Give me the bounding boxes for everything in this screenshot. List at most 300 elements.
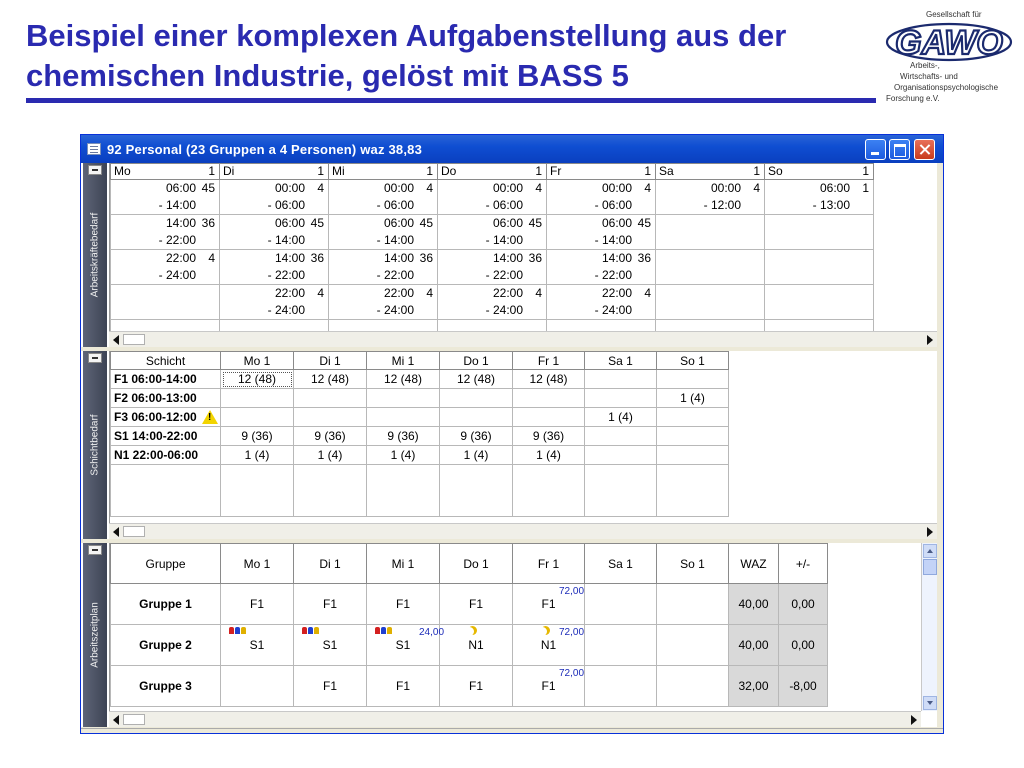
shift-demand-cell[interactable] [585,370,657,389]
demand-start-time: 00:00 [710,181,741,195]
demand-end-time: - 14:00 [158,198,196,212]
demand-end-cell[interactable] [765,197,874,215]
day-header-week: 1 [317,164,324,178]
demand-count: 4 [426,286,433,300]
demand-start-cell[interactable] [329,215,438,233]
scroll-thumb[interactable] [123,714,145,725]
scroll-down-icon[interactable] [923,696,937,710]
moon-icon [468,626,477,635]
demand-start-cell[interactable] [438,215,547,233]
schedule-cell[interactable] [440,625,513,666]
shift-demand-cell[interactable] [221,408,294,427]
day-header[interactable] [547,164,656,180]
demand-start-cell[interactable] [438,250,547,268]
shift-demand-cell[interactable]: 9 (36) [440,427,513,446]
staff-demand-label: Arbeitskräftebedarf [89,212,101,298]
demand-end-cell[interactable] [656,232,765,250]
demand-start-time: 00:00 [492,181,523,195]
close-button[interactable] [914,139,935,160]
slide-title-line-1: Beispiel einer komplexen Aufgabenstellung aus der [26,18,787,53]
day-header-label: Di [223,164,235,178]
person-icon [235,627,240,634]
demand-end-cell[interactable] [111,302,220,320]
day-header[interactable] [111,164,220,180]
demand-start-cell[interactable] [329,180,438,198]
day-header[interactable]: So 1 [657,352,729,370]
demand-start-time: 00:00 [383,181,414,195]
shift-demand-cell[interactable] [221,389,294,408]
schedule-cell[interactable] [221,625,294,666]
empty-cell[interactable] [294,465,367,517]
shift-name-label: F1 06:00-14:00 [114,372,197,386]
day-header[interactable]: Fr 1 [513,544,585,584]
schedule-shift: F1 [395,597,410,611]
shift-demand-cell[interactable]: 12 (48) [440,370,513,389]
demand-end-time: - 22:00 [485,268,523,282]
day-header[interactable] [329,164,438,180]
staff-demand-grid [109,163,937,331]
demand-end-time: - 14:00 [594,233,632,247]
demand-end-cell[interactable] [547,302,656,320]
shift-demand-pane [81,351,937,539]
demand-start-cell[interactable] [547,250,656,268]
day-header-label: So [768,164,783,178]
demand-end-cell[interactable] [220,232,329,250]
demand-start-time: 14:00 [601,251,632,265]
demand-end-cell[interactable] [765,267,874,285]
window-titlebar[interactable] [81,135,943,163]
shift-name[interactable] [111,389,221,408]
shift-demand-cell[interactable] [657,408,729,427]
demand-start-cell[interactable] [111,250,220,268]
staff-demand-hscrollbar[interactable] [109,331,937,347]
demand-start-cell[interactable] [220,180,329,198]
maximize-button[interactable] [889,139,910,160]
demand-start-time: 06:00 [165,181,196,195]
shift-demand-cell[interactable] [294,389,367,408]
schedule-shift: F1 [468,597,483,611]
schedule-shift: S1 [322,638,338,652]
demand-start-time: 06:00 [819,181,850,195]
demand-end-cell[interactable] [765,302,874,320]
schedule-shift: N1 [540,638,557,652]
demand-row-start [111,250,874,268]
demand-start-cell[interactable] [329,250,438,268]
demand-start-time: 22:00 [601,286,632,300]
logo-wordmark-text: GAWO [895,24,1003,62]
demand-end-time: - 24:00 [376,303,414,317]
group-name[interactable]: Gruppe 1 [111,584,221,625]
shift-row [111,370,729,389]
shift-demand-cell[interactable] [513,408,585,427]
demand-count: 4 [317,286,324,300]
demand-count: 45 [419,216,433,230]
day-header[interactable]: So 1 [657,544,729,584]
day-header[interactable] [438,164,547,180]
demand-start-cell[interactable] [656,285,765,303]
demand-end-cell[interactable] [438,302,547,320]
work-schedule-pane [81,543,937,727]
shift-row [111,408,729,427]
schedule-shift: F1 [322,679,337,693]
demand-start-time: 14:00 [165,216,196,230]
group-row [111,584,828,625]
person-icon [314,627,319,634]
group-row [111,666,828,707]
day-header[interactable]: Do 1 [440,544,513,584]
window-title: 92 Personal (23 Gruppen a 4 Personen) waz 38,83 [107,142,423,157]
scroll-right-icon[interactable] [927,335,933,345]
scroll-thumb[interactable] [123,526,145,537]
group-name[interactable]: Gruppe 2 [111,625,221,666]
demand-end-time: - 22:00 [158,233,196,247]
shift-demand-cell[interactable] [585,427,657,446]
demand-end-cell[interactable] [438,267,547,285]
schedule-shift: S1 [249,638,265,652]
person-icon [381,627,386,634]
scroll-up-icon[interactable] [923,544,937,558]
scroll-right-icon[interactable] [927,527,933,537]
scroll-right-icon[interactable] [911,715,917,725]
shift-demand-cell[interactable]: 1 (4) [657,389,729,408]
day-header[interactable] [765,164,874,180]
demand-row-start [111,180,874,198]
logo-top-text: Gesellschaft für [926,10,982,19]
demand-start-cell[interactable] [111,215,220,233]
shift-demand-cell[interactable] [585,446,657,465]
waz-header: WAZ [729,544,779,584]
schedule-cell[interactable] [294,666,367,707]
demand-start-cell[interactable] [111,180,220,198]
schedule-shift: N1 [468,638,484,652]
demand-start-cell[interactable] [547,180,656,198]
demand-start-cell[interactable] [765,215,874,233]
schedule-cell[interactable] [585,666,657,707]
shift-demand-header-row [111,352,729,370]
demand-start-time: 14:00 [274,251,305,265]
shift-demand-cell[interactable]: 1 (4) [585,408,657,427]
shift-demand-label: Schichtbedarf [89,414,101,476]
group-column-header: Gruppe [111,544,221,584]
demand-end-time: - 22:00 [376,268,414,282]
shift-name-label: F3 06:00-12:00 [114,410,197,424]
day-header[interactable]: Mo 1 [221,352,294,370]
day-header[interactable]: Do 1 [440,352,513,370]
demand-end-time: - 24:00 [158,268,196,282]
schedule-cell[interactable] [294,584,367,625]
schedule-cell[interactable] [367,625,445,666]
staff-demand-pane [81,163,937,347]
staff-demand-sidebar [83,163,107,347]
schedule-cell[interactable] [657,584,729,625]
shift-demand-cell[interactable] [440,408,513,427]
empty-cell[interactable] [221,465,294,517]
day-header-label: Mo [114,164,131,178]
day-header-week: 1 [535,164,542,178]
shift-row [111,446,729,465]
empty-cell[interactable] [440,465,513,517]
shift-demand-cell[interactable]: 1 (4) [294,446,367,465]
demand-end-cell[interactable] [220,267,329,285]
schedule-cell[interactable] [367,584,440,625]
shift-demand-cell[interactable] [513,389,585,408]
work-schedule-hscrollbar[interactable] [109,711,921,727]
collapse-icon[interactable] [88,545,102,555]
shift-demand-cell[interactable]: 12 (48) [294,370,367,389]
schedule-shift: F1 [322,597,337,611]
shift-column-header: Schicht [111,352,221,370]
person-icon [241,627,246,634]
scroll-thumb[interactable] [123,334,145,345]
schedule-cell[interactable] [585,584,657,625]
empty-cell[interactable] [367,465,440,517]
day-header-label: Sa [659,164,674,178]
work-schedule-body [111,584,828,707]
day-header[interactable] [656,164,765,180]
collapse-icon[interactable] [88,165,102,175]
slide-title-line-2: chemischen Industrie, gelöst mit BASS 5 [26,58,629,93]
collapse-icon[interactable] [88,353,102,363]
demand-end-cell[interactable] [547,197,656,215]
demand-start-time: 22:00 [274,286,305,300]
shift-demand-cell[interactable] [440,389,513,408]
demand-end-cell[interactable] [220,197,329,215]
shift-demand-cell[interactable]: 1 (4) [440,446,513,465]
logo-line-2: Wirtschafts- und [900,72,958,81]
shift-demand-cell[interactable]: 12 (48) [221,370,294,389]
schedule-cell[interactable] [513,584,585,625]
shift-demand-cell[interactable]: 9 (36) [367,427,440,446]
demand-start-cell[interactable] [220,250,329,268]
schedule-cell[interactable] [657,625,729,666]
shift-row [111,389,729,408]
schedule-cell[interactable] [221,666,294,707]
schedule-cell[interactable] [585,625,657,666]
demand-start-cell[interactable] [438,180,547,198]
shift-name[interactable] [111,427,221,446]
shift-name[interactable] [111,370,221,389]
shift-demand-cell[interactable]: 12 (48) [367,370,440,389]
demand-row-end [111,232,874,250]
schedule-shift: F1 [468,679,483,693]
shift-demand-cell[interactable]: 1 (4) [367,446,440,465]
day-header[interactable]: Sa 1 [585,544,657,584]
staff-demand-table [110,163,874,335]
diff-header: +/- [779,544,828,584]
day-header-week: 1 [753,164,760,178]
demand-start-cell[interactable] [656,250,765,268]
person-icon [302,627,307,634]
demand-count: 4 [644,286,651,300]
hours-label: 72,00 [559,627,585,638]
person-icon [229,627,234,634]
staff-demand-body [111,180,874,335]
demand-count: 36 [637,251,651,265]
demand-start-cell[interactable] [220,215,329,233]
demand-row-end [111,197,874,215]
demand-end-time: - 06:00 [485,198,523,212]
work-schedule-header-row [111,544,828,584]
demand-end-cell[interactable] [438,197,547,215]
shift-name-label: F2 06:00-13:00 [114,391,197,405]
shift-demand-cell[interactable]: 1 (4) [221,446,294,465]
shift-name[interactable] [111,446,221,465]
demand-start-cell[interactable] [220,285,329,303]
shift-demand-cell[interactable] [367,389,440,408]
person-icon [375,627,380,634]
day-header-week: 1 [862,164,869,178]
shift-demand-table [110,351,729,517]
demand-start-time: 00:00 [274,181,305,195]
shift-demand-cell[interactable]: 9 (36) [294,427,367,446]
shift-name-label: S1 14:00-22:00 [114,429,198,443]
empty-cell[interactable] [585,465,657,517]
shift-demand-cell[interactable]: 1 (4) [513,446,585,465]
demand-end-cell[interactable] [329,302,438,320]
shift-demand-cell[interactable] [294,408,367,427]
demand-end-time: - 14:00 [267,233,305,247]
group-name[interactable]: Gruppe 3 [111,666,221,707]
demand-start-cell[interactable] [765,180,874,198]
day-header[interactable]: Di 1 [294,352,367,370]
scroll-left-icon[interactable] [113,527,119,537]
shift-demand-cell[interactable]: 9 (36) [513,427,585,446]
demand-end-time: - 22:00 [594,268,632,282]
demand-start-time: 14:00 [492,251,523,265]
shift-demand-cell[interactable] [657,446,729,465]
hours-label: 72,00 [559,586,585,597]
demand-start-time: 06:00 [601,216,632,230]
empty-cell[interactable] [657,465,729,517]
day-header-label: Do [441,164,457,178]
schedule-cell[interactable] [657,666,729,707]
person-icon [308,627,313,634]
day-header[interactable] [220,164,329,180]
demand-end-cell[interactable] [329,232,438,250]
title-underline [26,98,876,103]
schedule-shift: S1 [395,638,411,652]
moon-icon [541,626,550,635]
schedule-cell[interactable] [440,666,513,707]
group-row [111,625,828,666]
demand-count: 4 [535,286,542,300]
scroll-left-icon[interactable] [113,715,119,725]
demand-end-cell[interactable] [111,267,220,285]
demand-start-cell[interactable] [765,285,874,303]
work-schedule-vscrollbar[interactable] [921,543,937,711]
demand-start-time: 22:00 [383,286,414,300]
demand-count: 4 [753,181,760,195]
day-header[interactable]: Mo 1 [221,544,294,584]
day-header[interactable]: Di 1 [294,544,367,584]
demand-end-cell[interactable] [438,232,547,250]
shift-demand-cell[interactable] [657,370,729,389]
shift-demand-cell[interactable]: 9 (36) [221,427,294,446]
demand-end-cell[interactable] [547,232,656,250]
demand-end-cell[interactable] [329,267,438,285]
demand-end-cell[interactable] [656,302,765,320]
scroll-left-icon[interactable] [113,335,119,345]
shift-demand-cell[interactable] [585,389,657,408]
schedule-cell[interactable] [221,584,294,625]
schedule-cell[interactable] [513,625,585,666]
day-header[interactable]: Mi 1 [367,352,440,370]
demand-end-cell[interactable] [656,197,765,215]
demand-start-cell[interactable] [765,250,874,268]
demand-count: 4 [535,181,542,195]
vscroll-thumb[interactable] [923,559,937,575]
demand-start-cell[interactable] [547,215,656,233]
empty-cell[interactable] [513,465,585,517]
demand-count: 4 [208,251,215,265]
demand-end-cell[interactable] [220,302,329,320]
demand-start-cell[interactable] [547,285,656,303]
demand-row-start [111,285,874,303]
diff-value: 0,00 [779,584,828,625]
demand-start-time: 06:00 [492,216,523,230]
shift-demand-sidebar [83,351,107,539]
shift-demand-cell[interactable] [657,427,729,446]
logo-line-1: Arbeits-, [910,61,940,70]
schedule-shift: F1 [395,679,410,693]
demand-start-cell[interactable] [656,215,765,233]
schedule-cell[interactable] [294,625,367,666]
demand-end-cell[interactable] [111,232,220,250]
demand-start-cell[interactable] [656,180,765,198]
day-header[interactable]: Mi 1 [367,544,440,584]
shift-demand-cell[interactable]: 12 (48) [513,370,585,389]
schedule-shift: F1 [541,597,556,611]
schedule-cell[interactable] [513,666,585,707]
demand-start-cell[interactable] [111,285,220,303]
shift-row [111,427,729,446]
demand-start-cell[interactable] [329,285,438,303]
window-bottom-edge [81,728,943,733]
demand-end-cell[interactable] [547,267,656,285]
demand-end-cell[interactable] [765,232,874,250]
demand-end-time: - 22:00 [267,268,305,282]
demand-end-cell[interactable] [656,267,765,285]
slide-title [26,16,876,96]
demand-start-time: 06:00 [274,216,305,230]
app-icon[interactable] [87,143,101,155]
schedule-cell[interactable] [367,666,440,707]
demand-count: 45 [528,216,542,230]
diff-value: 0,00 [779,625,828,666]
bass-window [80,134,944,734]
shift-demand-cell[interactable] [367,408,440,427]
shift-name-label: N1 22:00-06:00 [114,448,199,462]
minimize-button[interactable] [865,139,886,160]
day-header[interactable]: Fr 1 [513,352,585,370]
day-header[interactable]: Sa 1 [585,352,657,370]
demand-end-cell[interactable] [111,197,220,215]
shift-demand-hscrollbar[interactable] [109,523,937,539]
demand-row-end [111,302,874,320]
demand-end-cell[interactable] [329,197,438,215]
demand-count: 45 [637,216,651,230]
empty-cell[interactable] [111,465,221,517]
demand-end-time: - 12:00 [703,198,741,212]
logo-line-3: Organisationspsychologische [894,83,999,92]
schedule-cell[interactable] [440,584,513,625]
demand-end-time: - 13:00 [812,198,850,212]
day-header-label: Fr [550,164,562,178]
shift-name[interactable] [111,408,221,427]
waz-value: 32,00 [729,666,779,707]
demand-end-time: - 24:00 [267,303,305,317]
demand-start-cell[interactable] [438,285,547,303]
